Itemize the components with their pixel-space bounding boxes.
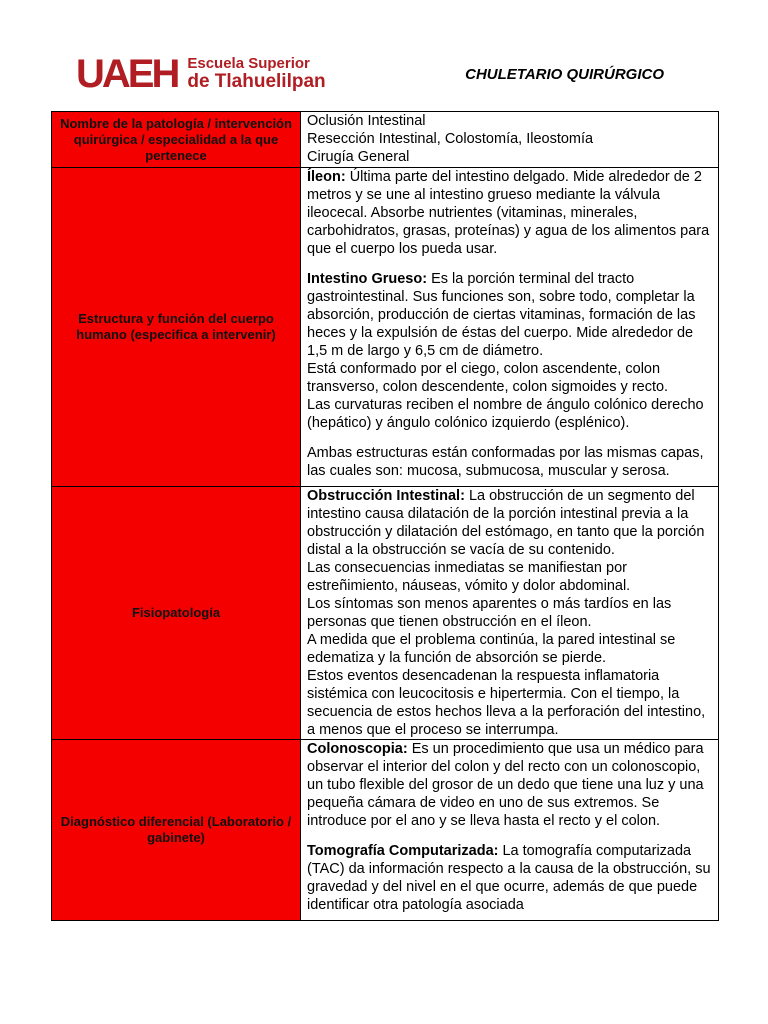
row-label: Estructura y función del cuerpo humano (especifica a intervenir) bbox=[52, 168, 301, 487]
table-row bbox=[52, 112, 719, 168]
content-line: Oclusión Intestinal bbox=[307, 113, 426, 129]
term-heading: Tomografía Computarizada: bbox=[307, 843, 499, 859]
content-paragraph: Las curvaturas reciben el nombre de ángulo colónico derecho (hepático) y ángulo colónico izquierdo (esplénico). bbox=[307, 397, 704, 431]
content-paragraph: Las consecuencias inmediatas se manifiestan por estreñimiento, náuseas, vómito y dolor abdominal. bbox=[307, 560, 631, 594]
term-text: Es un procedimiento que usa un médico para observar el interior del colon y del recto con un colonoscopio, un tubo flexible del grosor de un dedo que tiene una luz y una pequeña cámara de video en uno de sus extremos. Se introduce por el ano y se lleva hasta el recto y el colon. bbox=[307, 741, 704, 829]
row-content bbox=[301, 168, 719, 487]
term-heading: Obstrucción Intestinal: bbox=[307, 488, 465, 504]
surgical-sheet-table bbox=[51, 111, 719, 921]
content-line: Resección Intestinal, Colostomía, Ileostomía bbox=[307, 131, 594, 147]
content-paragraph bbox=[307, 270, 712, 360]
document-title: CHULETARIO QUIRÚRGICO bbox=[465, 66, 664, 83]
content-paragraph: Los síntomas son menos aparentes o más tardíos en las personas que tienen obstrucción en el íleon. bbox=[307, 596, 672, 630]
term-text: Última parte del intestino delgado. Mide alrededor de 2 metros y se une al intestino grueso mediante la válvula ileocecal. Absorbe nutrientes (vitaminas, minerales, carbohidratos, grasas, proteínas) y agua de los alimentos para que el cuerpo los pueda usar. bbox=[307, 169, 710, 257]
row-content bbox=[301, 740, 719, 921]
term-text: La tomografía computarizada (TAC) da información respecto a la causa de la obstrucción, su gravedad y del nivel en el que ocurre, además de que puede identificar otra patología asociada bbox=[307, 843, 711, 913]
row-label: Fisiopatología bbox=[52, 487, 301, 740]
row-content bbox=[301, 112, 719, 168]
content-paragraph bbox=[307, 842, 712, 914]
content-paragraph bbox=[307, 740, 712, 830]
term-heading: Colonoscopia: bbox=[307, 741, 408, 757]
uaeh-logo-mark: UAEH bbox=[76, 52, 178, 96]
content-paragraph: A medida que el problema continúa, la pared intestinal se edematiza y la función de absorción se pierde. bbox=[307, 632, 676, 666]
table-row bbox=[52, 740, 719, 921]
logo-line-2: de Tlahuelilpan bbox=[187, 70, 326, 92]
table-row bbox=[52, 168, 719, 487]
logo-text bbox=[187, 56, 325, 92]
term-heading: Íleon: bbox=[307, 169, 346, 185]
content-paragraph: Está conformado por el ciego, colon ascendente, colon transverso, colon descendente, colon sigmoides y recto. bbox=[307, 361, 669, 395]
content-paragraph: Ambas estructuras están conformadas por las mismas capas, las cuales son: mucosa, submucosa, muscular y serosa. bbox=[307, 445, 704, 479]
content-paragraph: Estos eventos desencadenan la respuesta inflamatoria sistémica con leucocitosis e hipertermia. Con el tiempo, la secuencia de estos hechos lleva a la perforación del intestino, a menos que el proceso se interrumpa. bbox=[307, 668, 706, 738]
table-row bbox=[52, 487, 719, 740]
row-content bbox=[301, 487, 719, 740]
row-label: Diagnóstico diferencial (Laboratorio / gabinete) bbox=[52, 740, 301, 921]
logo-line-1: Escuela Superior bbox=[187, 55, 310, 73]
content-paragraph bbox=[307, 487, 712, 559]
term-text: La obstrucción de un segmento del intestino causa dilatación de la porción intestinal previa a la obstrucción y dilatación del estómago, en tanto que la porción distal a la obstrucción se vacía de su contenido. bbox=[307, 488, 705, 558]
content-line: Cirugía General bbox=[307, 149, 410, 165]
school-logo bbox=[76, 50, 326, 98]
page-header bbox=[76, 50, 716, 98]
content-paragraph bbox=[307, 168, 712, 258]
term-heading: Intestino Grueso: bbox=[307, 271, 428, 287]
row-label: Nombre de la patología / intervención quirúrgica / especialidad a la que pertenece bbox=[52, 112, 301, 168]
term-text: Es la porción terminal del tracto gastrointestinal. Sus funciones son, sobre todo, completar la absorción, producción de ciertas vitaminas, formación de las heces y la expulsión de éstas del cuerpo. Mide alrededor de 1,5 m de largo y 6,5 cm de diámetro. bbox=[307, 271, 696, 359]
